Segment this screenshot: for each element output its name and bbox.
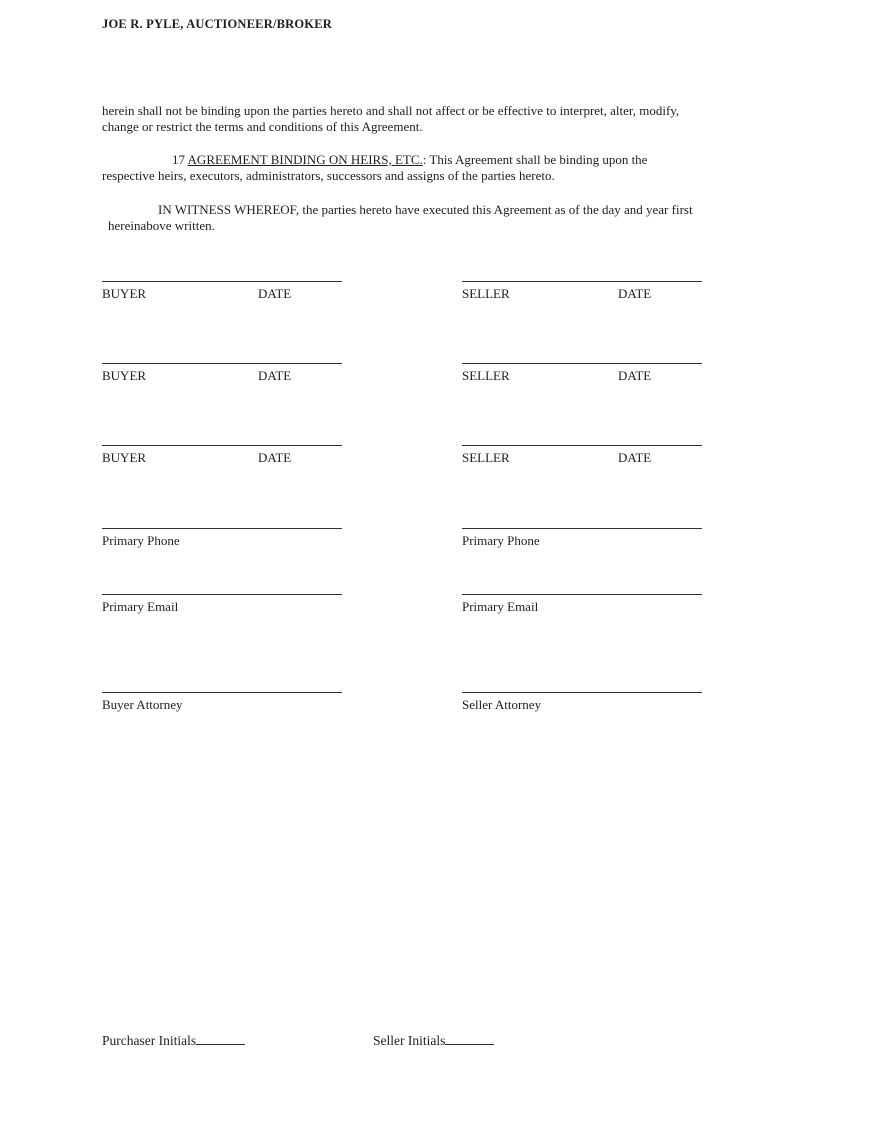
phone-line (462, 528, 702, 529)
primary-phone-label: Primary Phone (462, 533, 540, 548)
purchaser-initials-label: Purchaser Initials (102, 1033, 197, 1048)
seller-attorney-label: Seller Attorney (462, 697, 542, 712)
paragraph-line: IN WITNESS WHEREOF, the parties hereto have executed this Agreement as of the day and year first (158, 202, 693, 217)
clause-17-paragraph (102, 152, 647, 185)
buyer-attorney-block (102, 692, 342, 724)
email-line (462, 594, 702, 595)
date-label: DATE (258, 450, 292, 465)
buyer-label: BUYER (102, 368, 147, 383)
paragraph-line: hereinabove written. (108, 218, 215, 234)
primary-phone-label: Primary Phone (102, 533, 180, 548)
buyer-signature-block-3 (102, 445, 342, 477)
seller-label: SELLER (462, 368, 510, 383)
signature-line (102, 445, 342, 446)
phone-line (102, 528, 342, 529)
buyer-signature-block-2 (102, 363, 342, 395)
clause-text: : This Agreement shall be binding upon the (422, 152, 648, 167)
buyer-signature-block-1 (102, 281, 342, 313)
buyer-email-block (102, 594, 342, 626)
primary-email-label: Primary Email (462, 599, 539, 614)
purchaser-initials (102, 1030, 245, 1049)
paragraph-line: herein shall not be binding upon the parties hereto and shall not affect or be effective to interpret, alter, modify, (102, 103, 680, 118)
seller-initials-line (445, 1030, 494, 1045)
date-label: DATE (618, 450, 652, 465)
clause-intro-paragraph (102, 103, 679, 136)
seller-attorney-block (462, 692, 702, 724)
attorney-line (102, 692, 342, 693)
signature-line (462, 445, 702, 446)
paragraph-line: change or restrict the terms and conditions of this Agreement. (102, 119, 423, 135)
signature-line (102, 281, 342, 282)
paragraph-line (102, 152, 647, 168)
document-header: JOE R. PYLE, AUCTIONEER/BROKER (102, 17, 332, 31)
signature-line (462, 281, 702, 282)
date-label: DATE (618, 286, 652, 301)
witness-clause-paragraph (102, 202, 693, 235)
seller-label: SELLER (462, 450, 510, 465)
clause-heading: AGREEMENT BINDING ON HEIRS, ETC. (187, 152, 423, 167)
buyer-attorney-label: Buyer Attorney (102, 697, 183, 712)
date-label: DATE (618, 368, 652, 383)
buyer-label: BUYER (102, 450, 147, 465)
seller-signature-block-3 (462, 445, 702, 477)
seller-signature-block-1 (462, 281, 702, 313)
clause-number: 17 (172, 152, 188, 167)
attorney-line (462, 692, 702, 693)
buyer-phone-block (102, 528, 342, 560)
paragraph-line: respective heirs, executors, administrators, successors and assigns of the parties hereto. (102, 168, 555, 184)
buyer-label: BUYER (102, 286, 147, 301)
date-label: DATE (258, 368, 292, 383)
seller-phone-block (462, 528, 702, 560)
seller-email-block (462, 594, 702, 626)
purchaser-initials-line (196, 1030, 245, 1045)
signature-line (102, 363, 342, 364)
primary-email-label: Primary Email (102, 599, 179, 614)
seller-label: SELLER (462, 286, 510, 301)
seller-initials-label: Seller Initials (373, 1033, 446, 1048)
email-line (102, 594, 342, 595)
signature-line (462, 363, 702, 364)
date-label: DATE (258, 286, 292, 301)
seller-initials (373, 1030, 494, 1049)
seller-signature-block-2 (462, 363, 702, 395)
